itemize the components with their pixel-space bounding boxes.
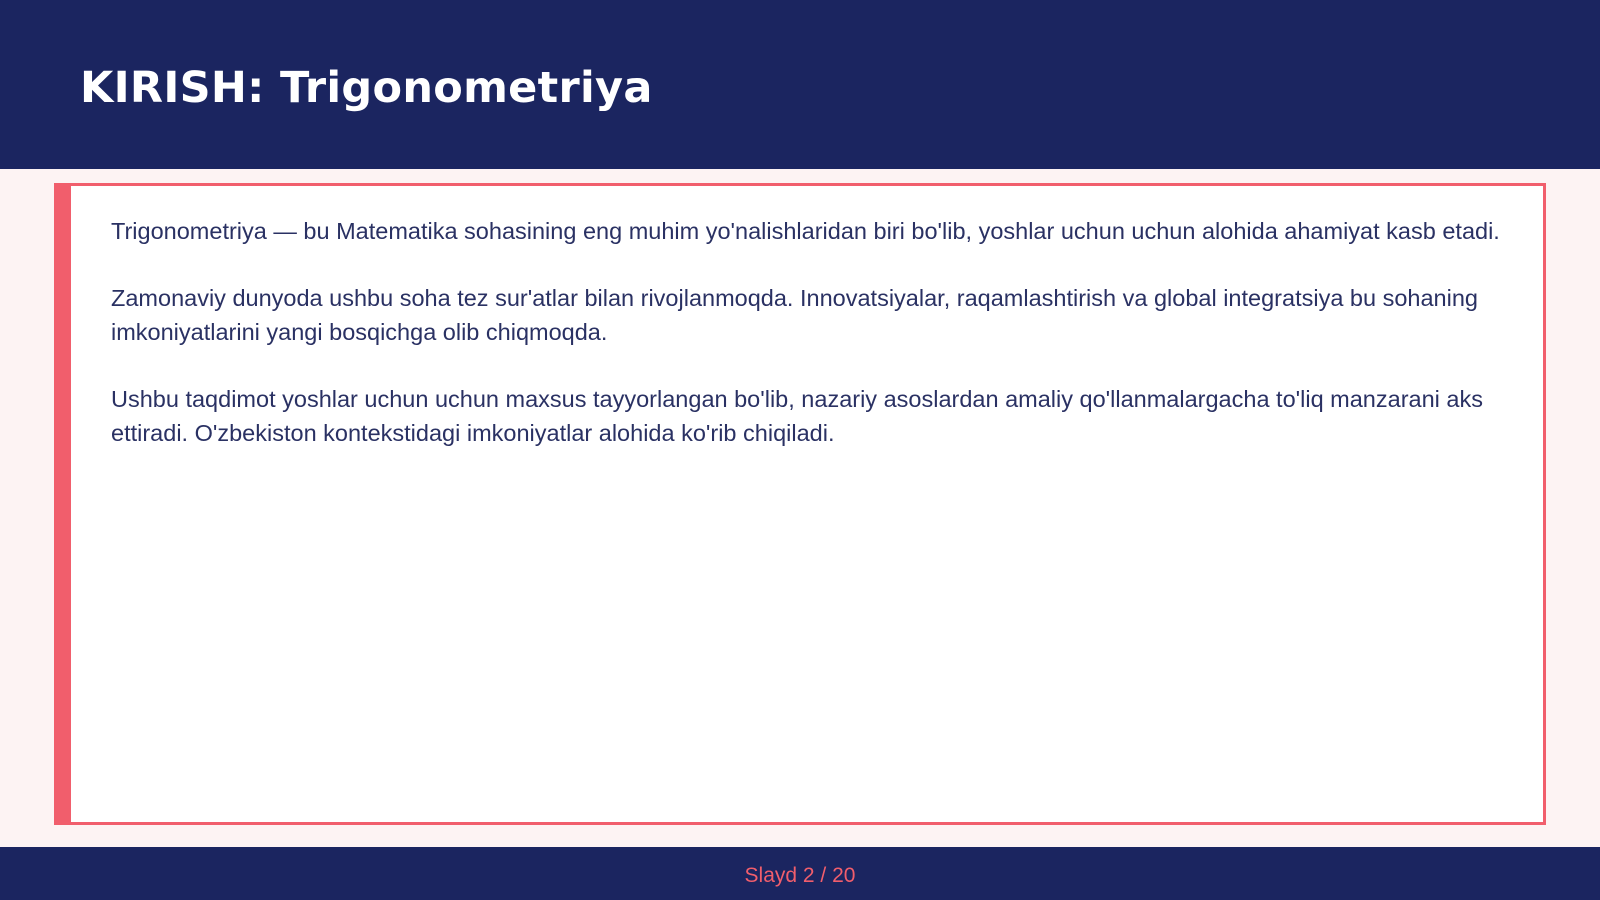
slide-footer [0, 847, 1600, 900]
paragraph-presentation-scope: Ushbu taqdimot yoshlar uchun uchun maxsus tayyorlangan bo'lib, nazariy asoslardan amaliy qo'llanmalargacha to'liq manzarani aks ettiradi. O'zbekiston kontekstidagi imkoniyatlar alohida ko'rib chiqiladi. [111, 386, 1483, 446]
content-box [54, 183, 1546, 825]
slide-number: Slayd 2 / 20 [744, 864, 856, 887]
paragraph-list [111, 214, 1511, 483]
paragraph-intro: Trigonometriya — bu Matematika sohasining eng muhim yo'nalishlaridan biri bo'lib, yoshlar uchun uchun alohida ahamiyat kasb etadi. [111, 218, 1500, 244]
slide-header [0, 0, 1600, 169]
paragraph-modern-world: Zamonaviy dunyoda ushbu soha tez sur'atlar bilan rivojlanmoqda. Innovatsiyalar, raqamlashtirish va global integratsiya bu sohaning imkoniyatlarini yangi bosqichga olib chiqmoqda. [111, 285, 1478, 345]
slide-title: KIRISH: Trigonometriya [80, 63, 653, 113]
